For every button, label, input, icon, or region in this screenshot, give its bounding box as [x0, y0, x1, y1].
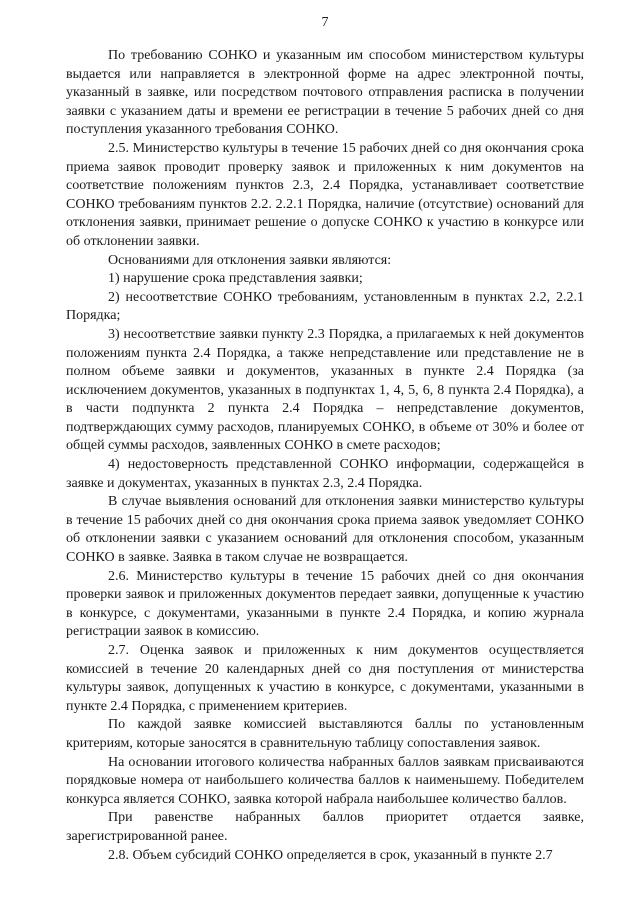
paragraph-2-6: 2.6. Министерство культуры в течение 15 рабочих дней со дня окончания проверки заявок и приложенных документов передает заявки, допущенные к участию в конкурсе, с документами, указанными в пункте 2.4 Порядка, и копию журнала регистрации заявок в комиссию.: [66, 568, 584, 640]
paragraph-2-7: 2.7. Оценка заявок и приложенных к ним документов осуществляется комиссией в течение 20 календарных дней со дня поступления от министерства культуры заявок, допущенных к участию в конкурсе, с документами, указанными в пункте 2.4 Порядка, с применением критериев.: [66, 643, 584, 714]
paragraph-2-5: 2.5. Министерство культуры в течение 15 рабочих дней со дня окончания срока приема заявок проводит проверку заявок и приложенных к ним документов на соответствие положениям пунктов 2.3, 2.4 Порядка, устанавливает соответствие СОНКО требованиям пунктов 2.2. 2.2.1 Порядка, наличие (отсутствие) оснований для отклонения заявки, принимает решение о допуске СОНКО к участию в конкурсе или об отклонении заявки.: [66, 140, 584, 249]
paragraph-2-8: 2.8. Объем субсидий СОНКО определяется в срок, указанный в пункте 2.7: [108, 847, 553, 863]
paragraph-scoring: По каждой заявке комиссией выставляются баллы по установленным критериям, которые заносятся в сравнительную таблицу сопоставления заявок.: [66, 717, 584, 751]
paragraph-rejection-notice: В случае выявления оснований для отклонения заявки министерство культуры в течение 15 рабочих дней со дня окончания срока приема заявок уведомляет СОНКО об отклонении заявки с указанием оснований для отклонения способом, указанным СОНКО в заявке. Заявка в таком случае не возвращается.: [66, 494, 584, 566]
paragraph-ranking: На основании итогового количества набранных баллов заявкам присваиваются порядковые номера от наибольшего количества баллов к наименьшему. Победителем конкурса является СОНКО, заявка которой набрала наибольшее количество баллов.: [66, 754, 584, 807]
paragraph-grounds-heading: Основаниями для отклонения заявки являются:: [108, 252, 392, 268]
document-page: [66, 14, 584, 865]
paragraph-ground-2: 2) несоответствие СОНКО требованиям, установленным в пунктах 2.2, 2.2.1 Порядка;: [66, 289, 584, 324]
paragraph-ground-4: 4) недостоверность представленной СОНКО информации, содержащейся в заявке и документах, указанных в пунктах 2.3, 2.4 Порядка.: [66, 457, 584, 491]
paragraph-tie-break: При равенстве набранных баллов приоритет отдается заявке, зарегистрированной ранее.: [66, 810, 584, 844]
paragraph-receipt: По требованию СОНКО и указанным им способом министерством культуры выдается или направляется в электронной форме на адрес электронной почты, указанный в заявке, или посредством почтового отправления расписка в получении заявки с указанием даты и времени ее регистрации в течение 5 рабочих дней со дня поступления указанного требования СОНКО.: [66, 48, 584, 138]
paragraph-ground-3: 3) несоответствие заявки пункту 2.3 Порядка, а прилагаемых к ней документов положениям пункта 2.4 Порядка, а также непредставление или представление не в полном объеме заявки и документов, указанных в пункте 2.4 Порядка (за исключением документов, указанных в подпунктах 1, 4, 5, 6, 8 пункта 2.4 Порядка), а в части подпункта 2 пункта 2.4 Порядка – непредставление документов, подтверждающих сумму расходов, планируемых СОНКО, в объеме от 30% и более от общей суммы расходов, заявленных СОНКО в смете расходов;: [66, 326, 584, 454]
page-number: 7: [321, 15, 329, 30]
paragraph-ground-1: 1) нарушение срока представления заявки;: [108, 271, 363, 287]
